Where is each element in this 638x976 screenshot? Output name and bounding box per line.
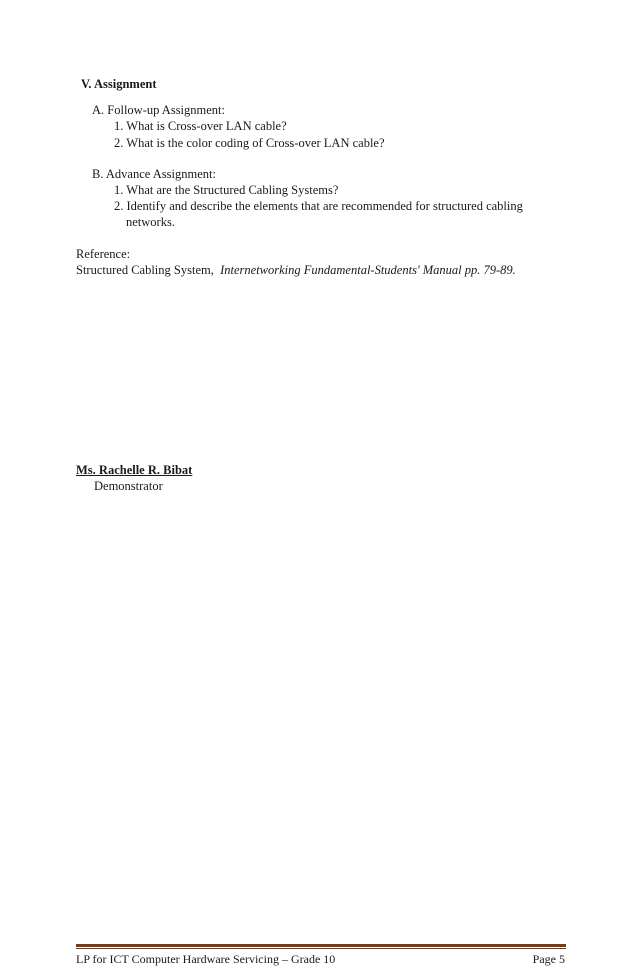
- reference-source: Internetworking Fundamental-Students' Manual pp. 79-89.: [220, 263, 516, 277]
- footer-rule-thick: [76, 944, 566, 947]
- footer-rule-thin: [76, 948, 566, 949]
- footer-page-number: Page 5: [532, 952, 565, 966]
- advance-item-1: 1. What are the Structured Cabling Systems?: [114, 183, 339, 197]
- advance-item-2-cont: networks.: [126, 215, 175, 229]
- reference-label: Reference:: [76, 247, 131, 261]
- reference-line: [76, 262, 516, 278]
- followup-label: A. Follow-up Assignment:: [92, 103, 225, 117]
- reference-prefix: Structured Cabling System,: [76, 263, 214, 277]
- signature-role: Demonstrator: [94, 479, 163, 493]
- followup-item-1: 1. What is Cross-over LAN cable?: [114, 119, 287, 133]
- advance-item-2: 2. Identify and describe the elements that are recommended for structured cabling: [114, 199, 523, 213]
- footer-left: LP for ICT Computer Hardware Servicing – Grade 10: [76, 952, 336, 966]
- advance-label: B. Advance Assignment:: [92, 167, 216, 181]
- signature-name: Ms. Rachelle R. Bibat: [76, 463, 193, 477]
- followup-item-2: 2. What is the color coding of Cross-over LAN cable?: [114, 136, 385, 150]
- assignment-heading: V. Assignment: [81, 77, 157, 91]
